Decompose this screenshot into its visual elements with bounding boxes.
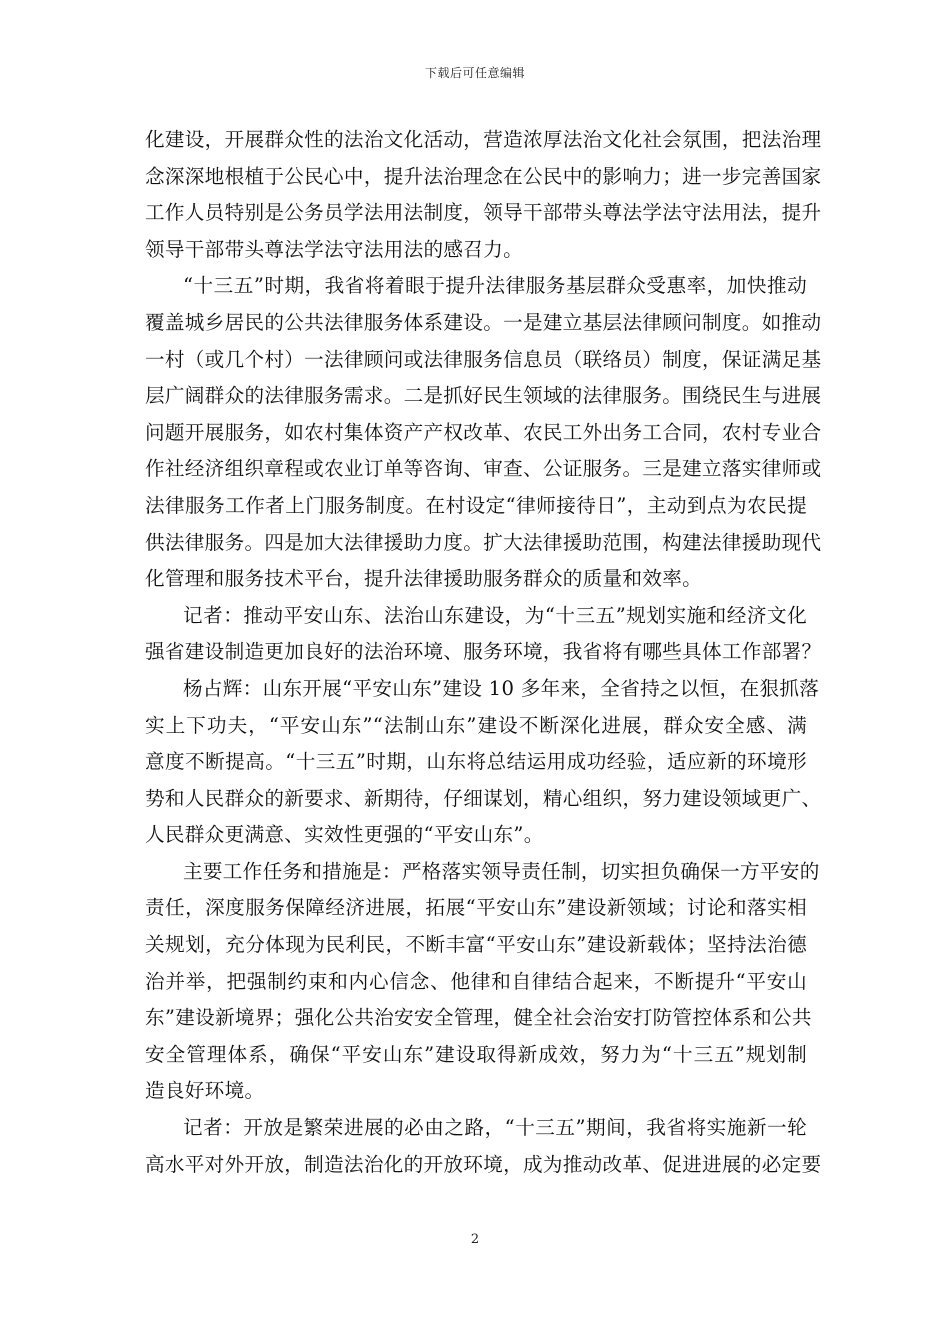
- page-number: 2: [470, 1232, 480, 1247]
- paragraph: [145, 671, 822, 854]
- text-line: 势和人民群众的新要求、新期待，仔细谋划，精心组织，努力建设领域更广、: [145, 786, 822, 810]
- text-line: 安全管理体系，确保“平安山东”建设取得新成效，努力为“十三五”规划制: [145, 1042, 807, 1066]
- text-line: 东”建设新境界；强化公共治安安全管理，健全社会治安打防管控体系和公共: [145, 1006, 812, 1030]
- text-line: 领导干部带头尊法学法守法用法的感召力。: [145, 237, 523, 261]
- text-line: 化管理和服务技术平台，提升法律援助服务群众的质量和效率。: [145, 567, 703, 591]
- text-line: 强省建设制造更加良好的法治环境、服务环境，我省将有哪些具体工作部署？: [145, 640, 822, 664]
- page-header: 下载后可任意编辑: [424, 66, 525, 80]
- text-line: 高水平对外开放，制造法治化的开放环境，成为推动改革、促进进展的必定要: [145, 1152, 822, 1176]
- paragraph: [145, 598, 822, 671]
- text-line: 法律服务工作者上门服务制度。在村设定“律师接待日”，主动到点为农民提: [145, 493, 807, 517]
- text-line: 治并举，把强制约束和内心信念、他律和自律结合起来，不断提升“平安山: [145, 969, 807, 993]
- text-line: 层广阔群众的法律服务需求。二是抓好民生领域的法律服务。围绕民生与进展: [145, 384, 822, 408]
- text-line: 责任，深度服务保障经济进展，拓展“平安山东”建设新领域；讨论和落实相: [145, 896, 807, 920]
- text-line: 问题开展服务，如农村集体资产产权改革、农民工外出务工合同，农村专业合: [145, 420, 822, 444]
- text-line: 覆盖城乡居民的公共法律服务体系建设。一是建立基层法律顾问制度。如推动: [145, 310, 822, 334]
- paragraph: [145, 1110, 822, 1183]
- text-line: 主要工作任务和措施是：严格落实领导责任制，切实担负确保一方平安的: [183, 859, 820, 883]
- text-line: 实上下功夫，“平安山东”“法制山东”建设不断深化进展，群众安全感、满: [145, 713, 807, 737]
- text-line: 杨占辉：山东开展“平安山东”建设 10 多年来，全省持之以恒，在狠抓落: [183, 676, 820, 700]
- paragraph: [145, 854, 820, 1110]
- paragraph: [145, 268, 822, 597]
- paragraph: [145, 122, 822, 268]
- text-line: “十三五”时期，我省将着眼于提升法律服务基层群众受惠率，加快推动: [183, 274, 807, 298]
- text-line: 关规划，充分体现为民利民，不断丰富“平安山东”建设新载体；坚持法治德: [145, 933, 807, 957]
- text-line: 记者：推动平安山东、法治山东建设，为“十三五”规划实施和经济文化: [183, 603, 807, 627]
- text-line: 念深深地根植于公民心中，提升法治理念在公民中的影响力；进一步完善国家: [145, 164, 822, 188]
- text-line: 造良好环境。: [145, 1079, 265, 1103]
- text-line: 意度不断提高。“十三五”时期，山东将总结运用成功经验，适应新的环境形: [145, 750, 807, 774]
- text-line: 工作人员特别是公务员学法用法制度，领导干部带头尊法学法守法用法，提升: [145, 201, 822, 225]
- text-line: 一村（或几个村）一法律顾问或法律服务信息员（联络员）制度，保证满足基: [145, 347, 822, 371]
- text-line: 作社经济组织章程或农业订单等咨询、审查、公证服务。三是建立落实律师或: [145, 457, 822, 481]
- text-line: 人民群众更满意、实效性更强的“平安山东”。: [145, 823, 544, 847]
- document-body: [145, 122, 822, 1183]
- text-line: 化建设，开展群众性的法治文化活动，营造浓厚法治文化社会氛围，把法治理: [145, 128, 822, 151]
- text-line: 供法律服务。四是加大法律援助力度。扩大法律援助范围，构建法律援助现代: [145, 530, 822, 554]
- text-line: 记者：开放是繁荣进展的必由之路，“十三五”期间，我省将实施新一轮: [183, 1116, 807, 1140]
